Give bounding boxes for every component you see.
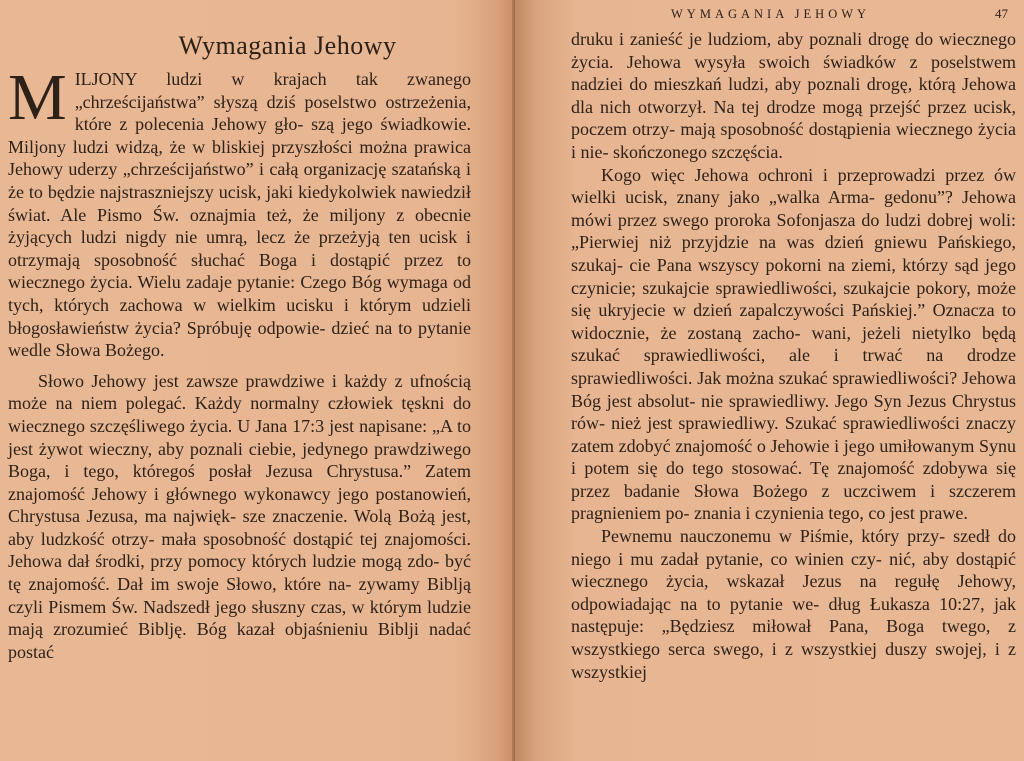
left-paragraph-1-text: ILJONY ludzi w krajach tak zwanego „chrześcijaństwa” słyszą dziś poselstwo ostrzeżenia, które z polecenia Jehowy gło- szą jego świadkowie. Miljony ludzi widzą, że w bliskiej przyszłości można prawica Jehowy uderzy „chrześcijaństwo” i całą organizację szatańską i że to będzie najstraszniejszy ucisk, jaki kiedykolwiek nawiedził świat. Ale Pismo Św. oznajmia też, że miljony z obecnie żyjących ludzi nigdy nie umrą, lecz że przeżyją ten ucisk i otrzymają sposobność słuchać Boga i dostąpić przez to wiecznego życia. Wielu zadaje pytanie: Czego Bóg wymaga od tych, których zachowa w wielkim ucisku i którym udzieli błogosławieństw życia? Spróbuję odpowie- dzieć na to pytanie wedle Słowa Bożego.	[8, 69, 471, 361]
left-paragraph-2: Słowo Jehowy jest zawsze prawdziwe i każdy z ufnością może na niem polegać. Każdy normalny człowiek tęskni do wiecznego szczęśliwego życia. U Jana 17:3 jest napisane: „A to jest żywot wieczny, aby poznali ciebie, jedynego prawdziwego Boga, i tego, któregoś posłał Jezusa Chrystusa.” Zatem znajomość Jehowy i głównego wykonawcy jego postanowień, Chrystusa Jezusa, ma najwięk- sze znaczenie. Wolą Bożą jest, aby ludzkość otrzy- mała sposobność dostąpić tej znajomości. Jehowa dał środki, przy pomocy których ludzie mogą zdo- być tę znajomość. Dał im swoje Słowo, które na- zywamy Biblją czyli Pismem Św. Nadszedł jego słuszny czas, w którym ludzie mają zrozumieć Biblję. Bóg kazał objaśnieniu Biblji nadać postać	[8, 370, 471, 662]
right-page-text	[571, 28, 1016, 683]
right-paragraph-1: druku i zanieść je ludziom, aby poznali drogę do wiecznego życia. Jehowa wysyła swoich świadków z poselstwem nadziei do mieszkań ludzi, aby poznali drogę, którą Jehowa dla nich otworzył. Na tej drodze mogą przejść przez ucisk, poczem otrzy- mają sposobność dostąpienia wiecznego życia i nie- skończonego szczęścia.	[571, 29, 1016, 162]
running-head-title: WYMAGANIA JEHOWY	[671, 7, 871, 21]
page-number: 47	[995, 6, 1008, 21]
running-head	[571, 0, 1016, 28]
right-paragraph-3: Pewnemu nauczonemu w Piśmie, który przy- szedł do niego i mu zadał pytanie, co winien czy- nić, aby dostąpić wiecznego życia, wskazał Jezus na regułę Jehowy, odpowiadając na to pytanie we- dług Łukasza 10:27, jak następuje: „Będziesz miłował Pana, Boga twego, z wszystkiego serca swego, i z wszystkiej duszy swojej, i z wszystkiej	[571, 526, 1016, 682]
chapter-title: Wymagania Jehowy	[178, 31, 397, 60]
left-page-text	[8, 61, 471, 663]
right-paragraph-2: Kogo więc Jehowa ochroni i przeprowadzi przez ów wielki ucisk, znany jako „walka Arma- gedonu”? Jehowa mówi przez swego proroka Sofonjasza do ludzi dobrej woli: „Pierwiej niż przyjdzie na was dzień gniewu Pańskiego, szukaj- cie Pana wszyscy pokorni na ziemi, którzy sąd jego czynicie; szukajcie sprawiedliwości, szukajcie pokory, może się ukryjecie w dzień zapalczywości Pańskiej.” Oznacza to widocznie, że zostaną zacho- wani, jeżeli nietylko będą szukać sprawiedliwości, ale i trwać na drodze sprawiedliwości. Jak można szukać sprawiedliwości? Jehowa Bóg jest absolut- nie sprawiedliwy. Jego Syn Jezus Chrystus rów- nież jest sprawiedliwy. Szukać sprawiedliwości znaczy zatem zdobyć znajomość o Jehowie i jego umiłowanym Synu i potem się do tego stosować. Tę znajomość zdobywa się przez badanie Słowa Bożego z uczciwem i szczerem pragnieniem po- znania i czynienia tego, co jest prawe.	[571, 164, 1016, 524]
left-paragraph-1	[8, 61, 471, 362]
drop-cap: M	[8, 61, 67, 134]
right-page	[515, 0, 1024, 761]
